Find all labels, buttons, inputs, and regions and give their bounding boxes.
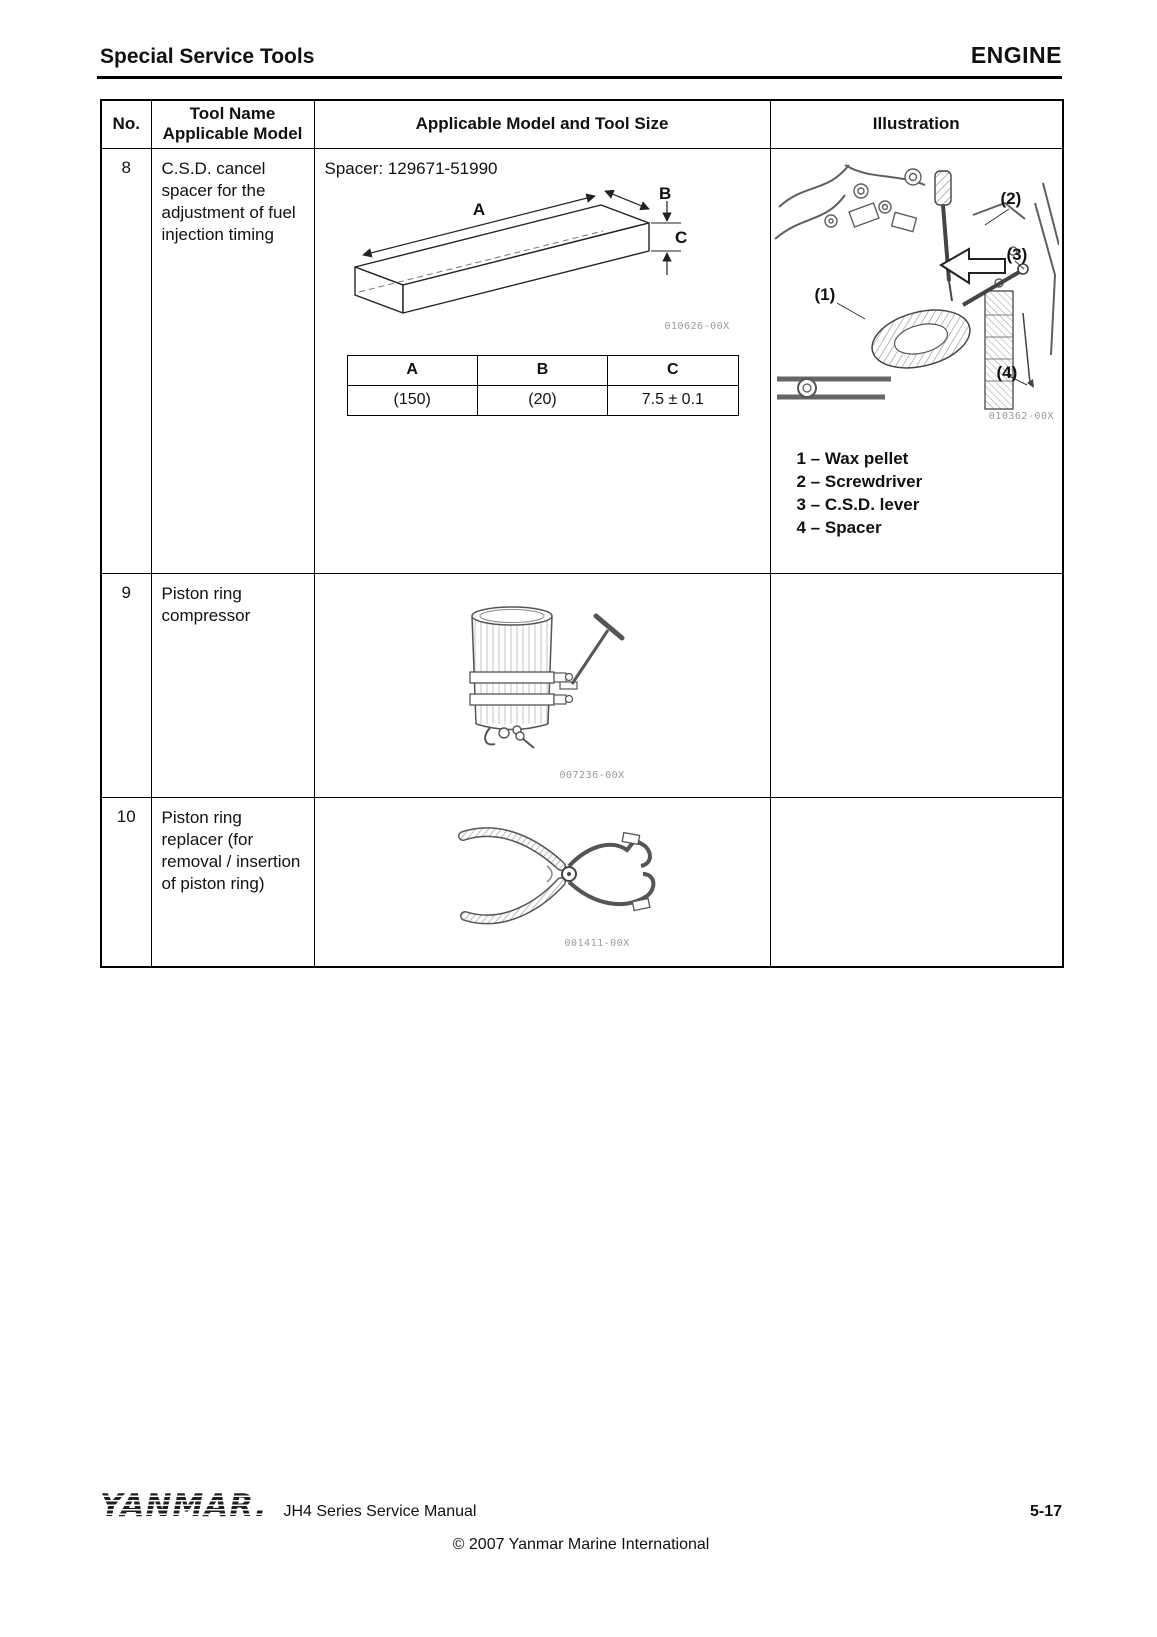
- callout-1: (1): [814, 284, 836, 304]
- tool-name: C.S.D. cancel spacer for the adjustment of fuel injection timing: [151, 148, 314, 573]
- copyright-notice: © 2007 Yanmar Marine International: [452, 1536, 710, 1553]
- tool-size-cell: [314, 148, 770, 573]
- dimensions-table: [347, 355, 739, 416]
- illustration-cell: [770, 797, 1063, 967]
- table-row: [101, 797, 1063, 967]
- legend: [797, 447, 923, 539]
- dim-col-a: A: [347, 355, 477, 385]
- dim-label-a: A: [472, 199, 485, 219]
- col-header-no: No.: [101, 100, 151, 148]
- dim-val-a: (150): [347, 385, 477, 415]
- tool-name: Piston ring compressor: [151, 573, 314, 797]
- page-number: 5-17: [1029, 1503, 1062, 1520]
- figure-code: 010362-00X: [988, 410, 1054, 422]
- table-row: [101, 148, 1063, 573]
- page-title: Special Service Tools: [100, 45, 315, 68]
- row-number: 9: [101, 573, 151, 797]
- tool-size-cell: [314, 797, 770, 967]
- legend-item-3: 3 – C.S.D. lever: [796, 494, 920, 514]
- page-header: [100, 42, 1062, 69]
- figure-code: 010626-00X: [664, 320, 730, 332]
- dimensions-value-row: [347, 385, 738, 415]
- page-footer: [100, 1488, 1062, 1554]
- dim-val-b: (20): [477, 385, 607, 415]
- dim-label-b: B: [658, 183, 671, 203]
- col-header-tool-name-line2: Applicable Model: [162, 124, 303, 144]
- dim-label-c: C: [674, 227, 687, 247]
- spacer-diagram-drawing: [333, 179, 743, 339]
- content-area: [100, 99, 1062, 968]
- piston-ring-replacer-drawing: [455, 814, 670, 939]
- legend-item-2: 2 – Screwdriver: [796, 471, 923, 491]
- row-number: 8: [101, 148, 151, 573]
- figure-code: 001411-00X: [564, 937, 630, 949]
- dim-col-b: B: [477, 355, 607, 385]
- illustration-cell: [770, 148, 1063, 573]
- callout-3: (3): [1006, 244, 1028, 264]
- piston-ring-replacer-illustration: [455, 814, 670, 939]
- header-divider: [97, 76, 1062, 79]
- spacer-diagram: [333, 179, 743, 339]
- manual-title: JH4 Series Service Manual: [283, 1503, 477, 1520]
- col-header-tool-name-line1: Tool Name: [189, 103, 276, 123]
- piston-ring-compressor-illustration: [460, 602, 625, 770]
- piston-ring-compressor-drawing: [460, 602, 625, 770]
- dim-col-c: C: [608, 355, 738, 385]
- yanmar-logo: YANMAR.: [100, 1488, 268, 1524]
- tool-name: Piston ring replacer (for removal / insertion of piston ring): [151, 797, 314, 967]
- legend-item-4: 4 – Spacer: [796, 517, 882, 537]
- col-header-tool-name: [151, 100, 314, 148]
- tool-size-cell: [314, 573, 770, 797]
- dimensions-header-row: [347, 355, 738, 385]
- col-header-illustration: Illustration: [770, 100, 1063, 148]
- table-header-row: [101, 100, 1063, 148]
- spacer-part-number: Spacer: 129671-51990: [324, 158, 498, 178]
- callout-4: (4): [996, 362, 1018, 382]
- tools-table: [100, 99, 1064, 968]
- illustration-cell: [770, 573, 1063, 797]
- table-row: [101, 573, 1063, 797]
- row-number: 10: [101, 797, 151, 967]
- legend-item-1: 1 – Wax pellet: [796, 448, 909, 468]
- dim-val-c: 7.5 ± 0.1: [608, 385, 738, 415]
- col-header-model-size: Applicable Model and Tool Size: [314, 100, 770, 148]
- figure-code: 007236-00X: [559, 769, 625, 781]
- section-title: ENGINE: [970, 42, 1062, 68]
- callout-2: (2): [1000, 188, 1022, 208]
